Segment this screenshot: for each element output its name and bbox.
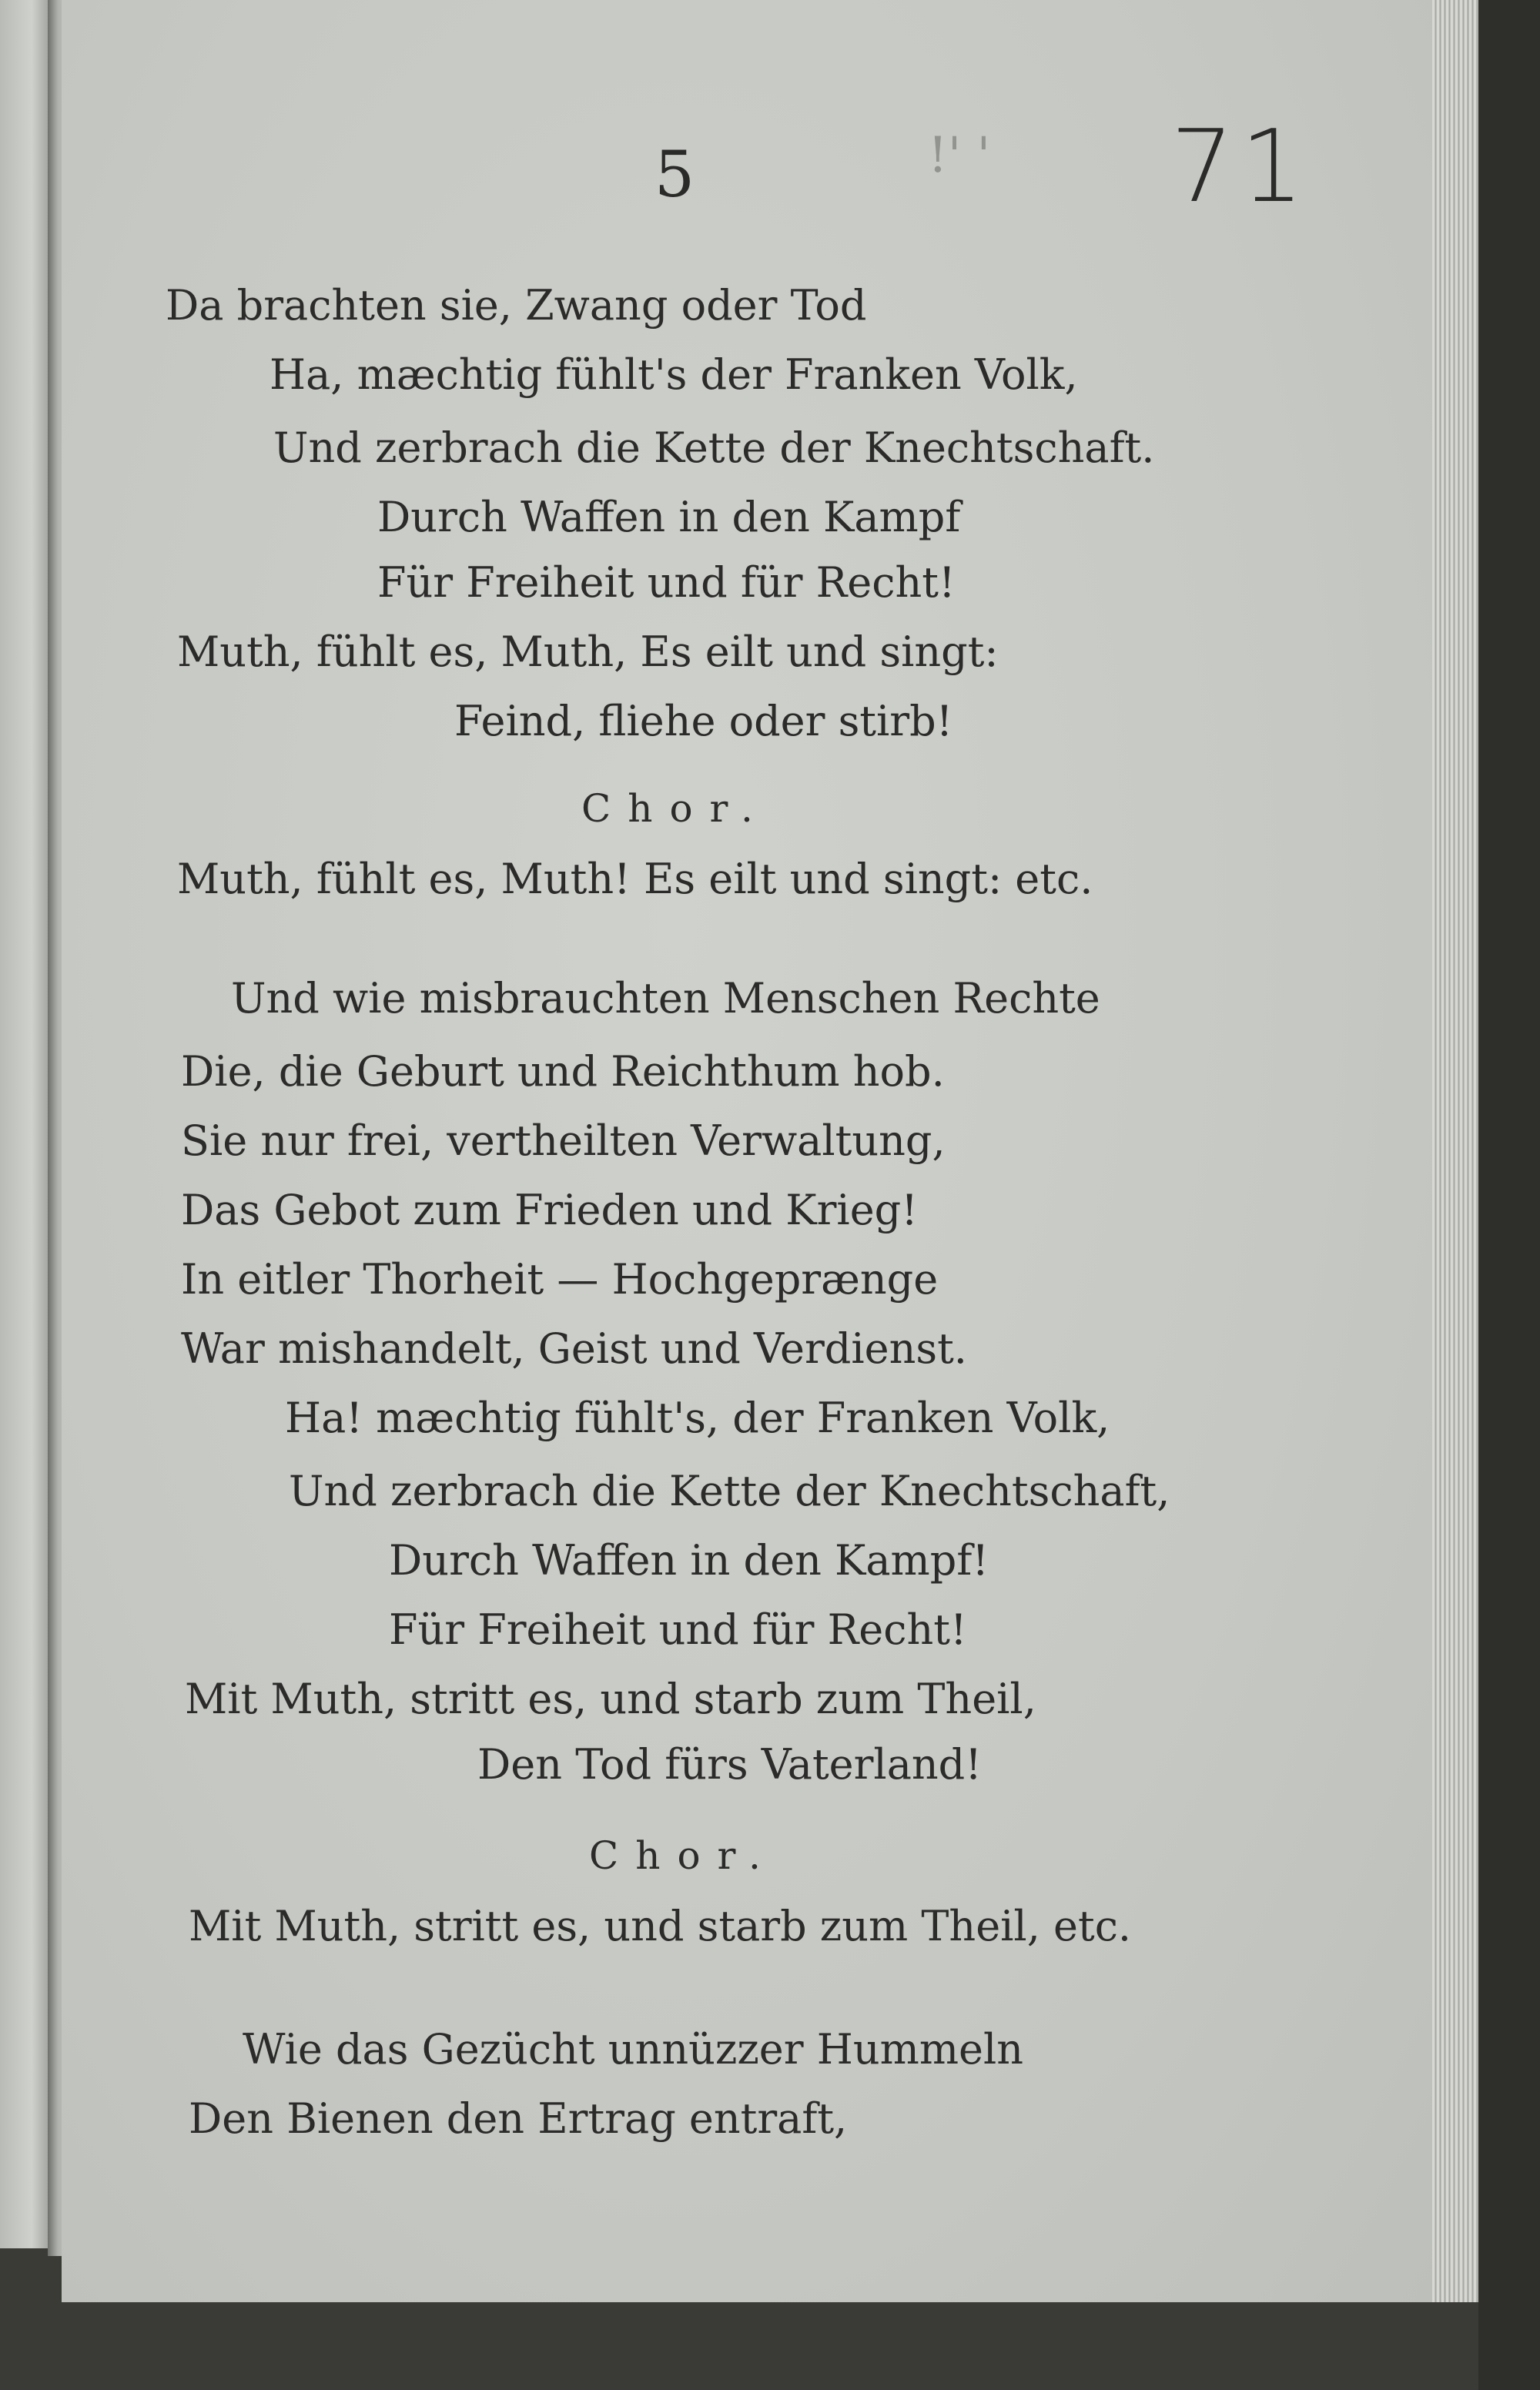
verse-line: Für Freiheit und für Recht! <box>377 558 956 607</box>
faint-mark: !' ' <box>928 127 991 184</box>
verse-line: Und wie misbrauchten Menschen Rechte <box>231 974 1100 1023</box>
verse-line: Durch Waffen in den Kampf! <box>389 1536 989 1585</box>
verse-line: War mishandelt, Geist und Verdienst. <box>181 1324 967 1373</box>
verse-line: Und zerbrach die Kette der Knechtschaft. <box>273 423 1155 472</box>
verse-line: Die, die Geburt und Reichthum hob. <box>181 1047 945 1096</box>
verse-line: Mit Muth, stritt es, und starb zum Theil, <box>185 1675 1036 1723</box>
chorus-line: Mit Muth, stritt es, und starb zum Theil, etc. <box>189 1902 1132 1950</box>
verse-line: Sie nur frei, vertheilten Verwaltung, <box>181 1116 946 1165</box>
verse-line: Und zerbrach die Kette der Knechtschaft, <box>289 1467 1170 1515</box>
verse-line: Muth, fühlt es, Muth, Es eilt und singt: <box>177 628 999 676</box>
chorus-line: Muth, fühlt es, Muth! Es eilt und singt: etc. <box>177 855 1093 903</box>
verse-line: Den Bienen den Ertrag entraft, <box>189 2094 848 2143</box>
verse-line: Feind, fliehe oder stirb! <box>454 697 953 745</box>
verse-line: Durch Waffen in den Kampf <box>377 493 961 541</box>
verse-line: Da brachten sie, Zwang oder Tod <box>166 281 867 330</box>
verse-line: Ha, mæchtig fühlt's der Franken Volk, <box>270 350 1078 399</box>
verse-line: In eitler Thorheit — Hochgeprænge <box>181 1255 939 1304</box>
book-cover-board <box>1478 0 1540 2390</box>
chorus-heading: Chor. <box>581 786 770 831</box>
verse-line: Für Freiheit und für Recht! <box>389 1605 967 1654</box>
verse-line: Ha! mæchtig fühlt's, der Franken Volk, <box>285 1394 1110 1442</box>
page-edges <box>1432 0 1478 2310</box>
chorus-heading: Chor. <box>589 1833 778 1878</box>
verse-line: Das Gebot zum Frieden und Krieg! <box>181 1186 918 1234</box>
page-number: 5 <box>654 139 695 212</box>
folio-number: 71 <box>1170 108 1311 225</box>
verse-line: Den Tod fürs Vaterland! <box>477 1740 982 1789</box>
background-shadow <box>62 2302 1478 2390</box>
verse-line: Wie das Gezücht unnüzzer Hummeln <box>243 2025 1024 2074</box>
